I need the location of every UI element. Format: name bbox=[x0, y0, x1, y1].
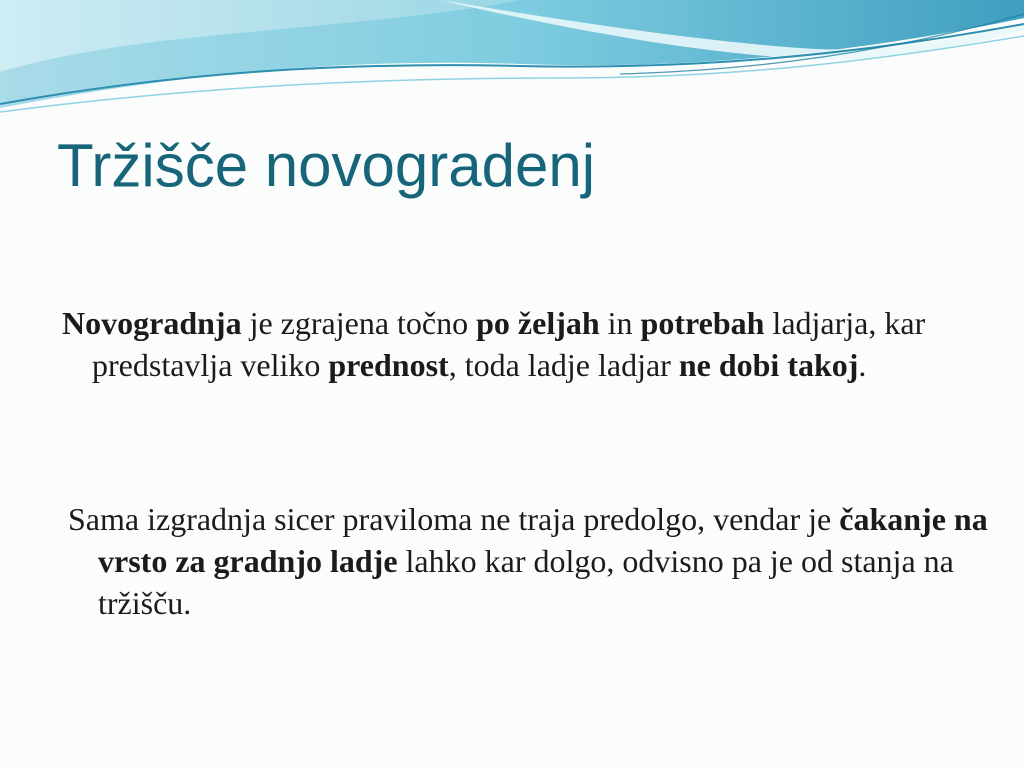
body-text: ladjarja, kar predstavlja veliko bbox=[92, 305, 926, 383]
slide-title: Tržišče novogradenj bbox=[57, 132, 596, 199]
bold-text: prednost bbox=[328, 347, 449, 383]
paragraph-izgradnja bbox=[68, 498, 998, 624]
body-text: in bbox=[599, 305, 641, 341]
body-text: je zgrajena točno bbox=[241, 305, 477, 341]
bold-text: po željah bbox=[476, 305, 600, 341]
body-text: , toda ladje ladjar bbox=[448, 347, 679, 383]
bold-text: potrebah bbox=[640, 305, 765, 341]
paragraph-novogradnja bbox=[62, 302, 992, 386]
body-text: Sama izgradnja sicer praviloma ne traja predolgo, vendar je bbox=[68, 501, 840, 537]
bold-text: čakanje na vrsto za gradnjo ladje bbox=[98, 501, 988, 579]
body-text: lahko kar dolgo, odvisno pa je od stanja na tržišču. bbox=[98, 543, 954, 621]
bold-text: ne dobi takoj bbox=[678, 347, 859, 383]
body-text: . bbox=[858, 347, 867, 383]
header-wave-decoration bbox=[0, 0, 1024, 120]
bold-text: Novogradnja bbox=[62, 305, 242, 341]
